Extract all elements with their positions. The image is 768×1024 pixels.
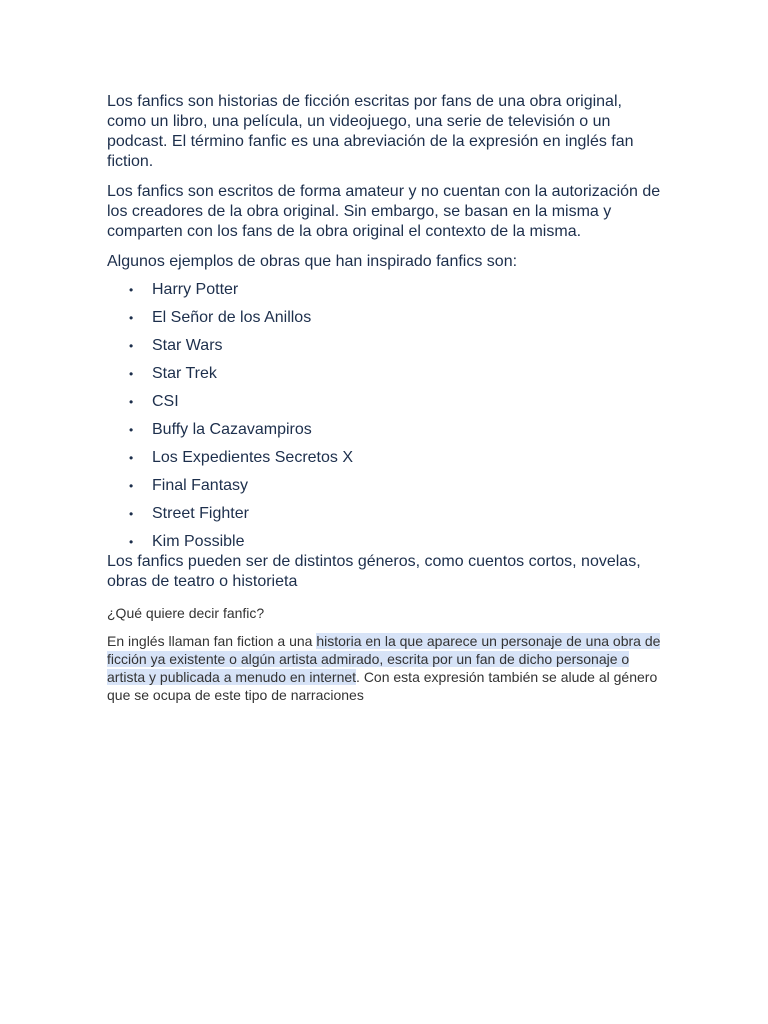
list-item-label: Star Trek [152,365,217,382]
list-item-label: CSI [152,393,179,410]
list-item-label: El Señor de los Anillos [152,309,312,326]
bullet-icon: • [129,283,134,297]
paragraph-amateur: Los fanfics son escritos de forma amateur y no cuentan con la autorización de los creadores de la obra original. Sin embargo, se basan en la misma y comparten con los fans de la obra original el contexto de la misma. [107,183,661,240]
list-item [107,504,663,532]
list-item-label: Harry Potter [152,281,239,298]
list-item [107,420,663,448]
list-item [107,364,663,392]
answer-text-after: . Con esta expresión también se alude al género que se ocupa de este tipo de narraciones [107,669,658,703]
bullet-icon: • [129,479,134,493]
answer-paragraph [107,632,663,704]
answer-highlighted-text: historia en la que aparece un personaje de una obra de ficción ya existente o algún artista admirado, escrita por un fan de dicho personaje o artista y publicada a menudo en internet [107,633,661,685]
list-item-label: Street Fighter [152,505,249,522]
paragraph-examples-intro: Algunos ejemplos de obras que han inspirado fanfics son: [107,253,518,270]
bullet-icon: • [129,535,134,549]
list-item [107,280,663,308]
paragraph-intro: Los fanfics son historias de ficción escritas por fans de una obra original, como un libro, una película, un videojuego, una serie de televisión o un podcast. El término fanfic es una abreviación de la expresión en inglés fan fiction. [107,93,634,170]
bullet-icon: • [129,423,134,437]
list-item [107,476,663,504]
bullet-icon: • [129,367,134,381]
list-item-label: Kim Possible [152,533,245,550]
bullet-icon: • [129,311,134,325]
list-item-label: Buffy la Cazavampiros [152,421,312,438]
list-item-label: Star Wars [152,337,223,354]
document-page [107,92,663,704]
list-item [107,392,663,420]
bullet-icon: • [129,339,134,353]
examples-list [107,280,663,560]
answer-text-before: En inglés llaman fan fiction a una [107,633,317,649]
list-item [107,532,663,560]
bullet-icon: • [129,507,134,521]
list-item [107,308,663,336]
list-item-label: Los Expedientes Secretos X [152,449,354,466]
paragraph-genres: Los fanfics pueden ser de distintos géneros, como cuentos cortos, novelas, obras de teatro o historieta [107,553,641,590]
list-item [107,336,663,364]
list-item-label: Final Fantasy [152,477,249,494]
question-heading: ¿Qué quiere decir fanfic? [107,605,265,621]
bullet-icon: • [129,451,134,465]
list-item [107,448,663,476]
bullet-icon: • [129,395,134,409]
